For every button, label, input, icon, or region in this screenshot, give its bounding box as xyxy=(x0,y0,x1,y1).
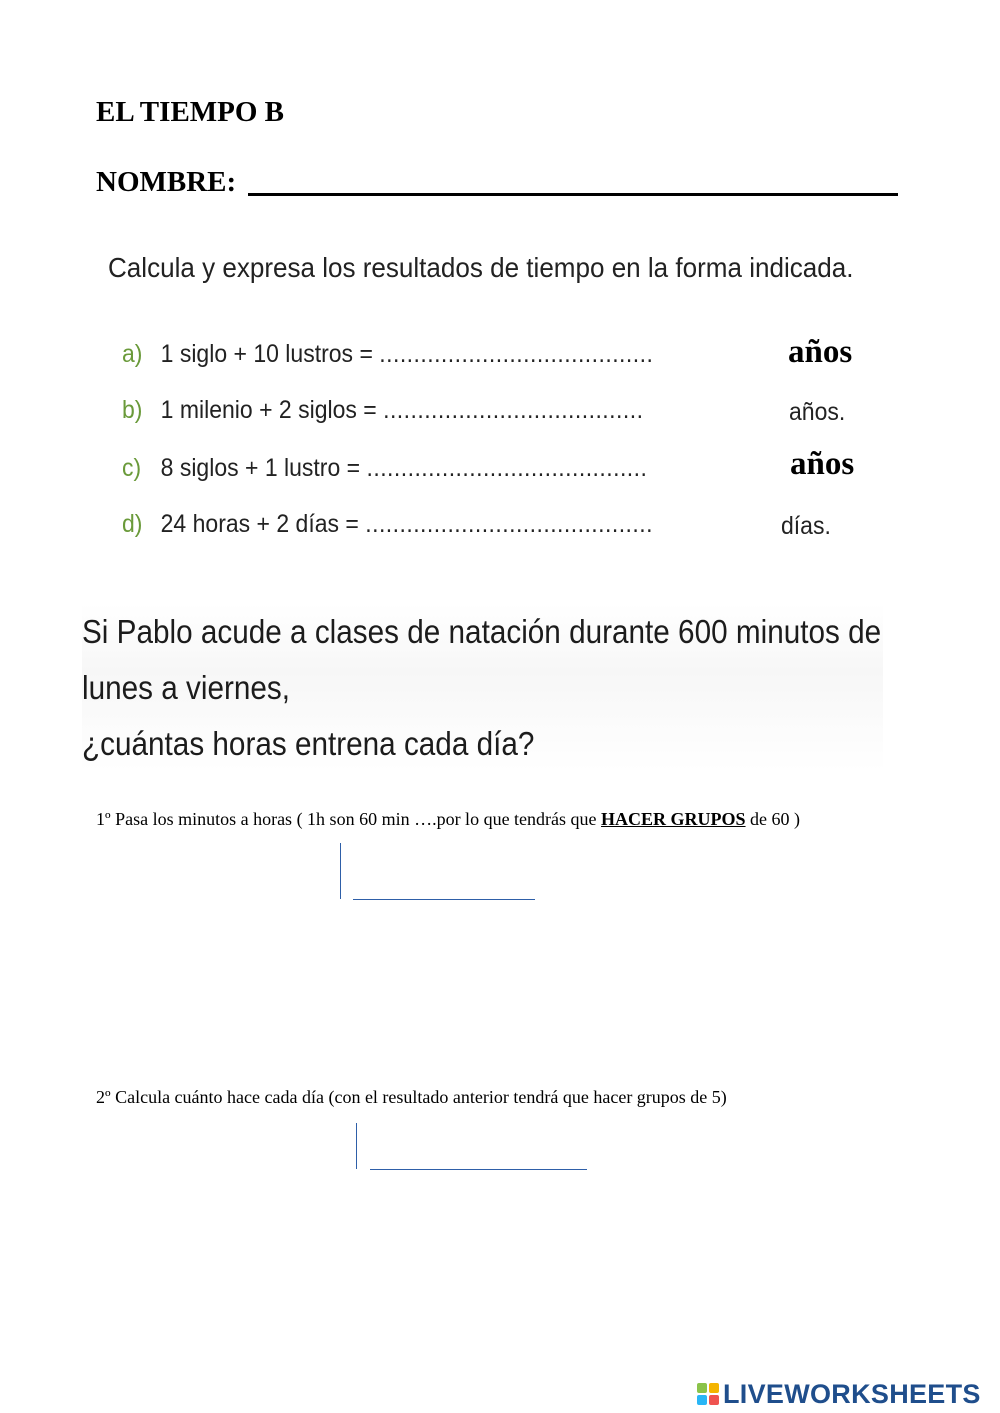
exercise-item-b xyxy=(122,396,643,432)
item-letter: c) xyxy=(122,454,142,482)
name-answer-line[interactable] xyxy=(248,193,898,196)
item-letter: a) xyxy=(122,340,143,368)
item-expression: 1 siglo + 10 lustros = xyxy=(160,340,373,368)
liveworksheets-logo xyxy=(697,1377,981,1411)
division-bracket-horizontal-1[interactable] xyxy=(353,899,535,900)
answer-blank[interactable]: ......................................... xyxy=(366,454,648,482)
item-expression: 1 milenio + 2 siglos = xyxy=(160,396,377,424)
item-letter: d) xyxy=(122,510,143,538)
problem-line-2: ¿cuántas horas entrena cada día? xyxy=(82,725,535,762)
unit-label-b: años. xyxy=(789,398,846,426)
item-expression: 24 horas + 2 días = xyxy=(160,510,359,538)
unit-label-d: días. xyxy=(781,512,831,540)
unit-label-c: años xyxy=(790,446,855,482)
step-2-instruction: 2º Calcula cuánto hace cada día (con el resultado anterior tendrá que hacer grupos de 5) xyxy=(96,1087,727,1107)
liveworksheets-logo-icon xyxy=(697,1383,719,1405)
exercise-item-d xyxy=(122,510,653,546)
answer-blank[interactable]: ........................................ xyxy=(379,340,654,368)
answer-blank[interactable]: ...................................... xyxy=(383,396,644,424)
step-1-emphasis: HACER GRUPOS xyxy=(601,809,746,829)
item-letter: b) xyxy=(122,396,143,424)
step-1-suffix: de 60 ) xyxy=(745,809,801,829)
page-title: EL TIEMPO B xyxy=(96,96,285,128)
problem-line-1: Si Pablo acude a clases de natación durante 600 minutos de lunes a viernes, xyxy=(82,613,882,706)
item-expression: 8 siglos + 1 lustro = xyxy=(160,454,361,482)
exercise-instruction: Calcula y expresa los resultados de tiempo en la forma indicada. xyxy=(108,252,854,283)
name-label: NOMBRE: xyxy=(96,166,237,198)
exercise-item-c xyxy=(122,454,647,490)
step-1-prefix: 1º Pasa los minutos a horas ( 1h son 60 min ….por lo que tendrás que xyxy=(96,809,602,829)
division-bracket-vertical-1 xyxy=(340,843,341,899)
answer-blank[interactable]: .......................................... xyxy=(365,510,653,538)
word-problem xyxy=(82,604,883,772)
unit-label-a: años xyxy=(788,334,853,370)
division-bracket-horizontal-2[interactable] xyxy=(370,1169,587,1170)
division-bracket-vertical-2 xyxy=(356,1123,357,1169)
logo-text: LIVEWORKSHEETS xyxy=(723,1378,981,1409)
exercise-item-a xyxy=(122,340,653,376)
step-1-instruction xyxy=(96,809,800,830)
